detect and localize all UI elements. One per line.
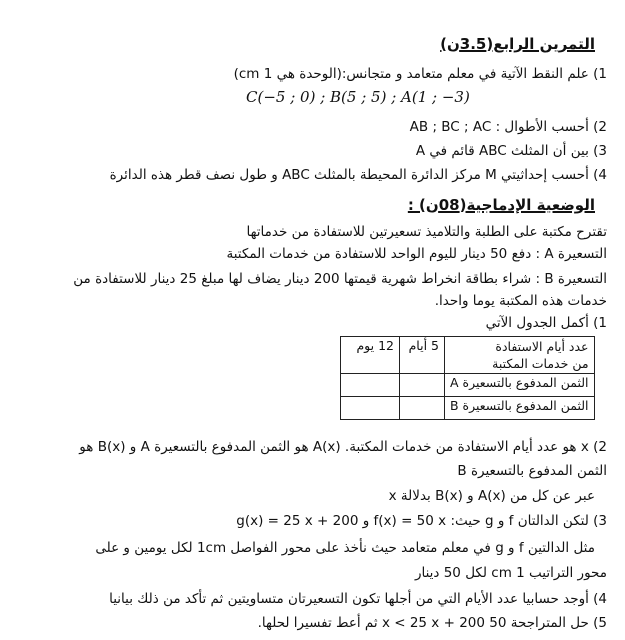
situation-question-3-line3: محور التراتيب 1 cm لكل 50 دينار [414, 565, 607, 581]
tarif-b-text-line1: التسعيرة B : شراء بطاقة انخراط شهرية قيمتها 200 دينار يضاف لها مبلغ 25 دينار للاستفادة من [73, 271, 607, 287]
cell-b-12[interactable] [341, 397, 400, 420]
table-header-5-days: 5 أيام [400, 337, 445, 374]
situation-question-4: 4) أوجد حسابيا عدد الأيام التي من أجلها تكون التسعيرتان متساويتين ثم تأكد من ذلك بيانيا [109, 591, 607, 607]
row-label-tarif-a: الثمن المدفوع بالتسعيرة A [445, 374, 595, 397]
points-coordinates: C(−5 ; 0) ; B(5 ; 5) ; A(1 ; −3) [246, 88, 470, 106]
ex4-question-3: 3) بين أن المثلث ABC قائم في A [415, 143, 607, 159]
table-row [341, 397, 595, 420]
cell-a-12[interactable] [341, 374, 400, 397]
table-header-days [445, 337, 595, 374]
cell-b-5[interactable] [400, 397, 445, 420]
cell-a-5[interactable] [400, 374, 445, 397]
ex4-question-2: 2) أحسب الأطوال : AB ; BC ; AC [409, 119, 607, 135]
situation-question-2-line1: 2) x هو عدد أيام الاستفادة من خدمات المكتبة. A(x) هو الثمن المدفوع بالتسعيرة A و B(x) هو [79, 439, 607, 455]
ex4-question-4: 4) أحسب إحداثيتي M مركز الدائرة المحيطة بالمثلث ABC و طول نصف قطر هذه الدائرة [109, 167, 607, 183]
situation-question-1: 1) أكمل الجدول الآتي [485, 315, 607, 331]
situation-question-3-line1: 3) لتكن الدالتان f و g حيث: f(x) = 50 x و g(x) = 25 x + 200 [236, 513, 607, 529]
ex4-question-1: 1) علم النقط الآتية في معلم متعامد و متجانس:(الوحدة هي 1 cm) [233, 66, 607, 82]
situation-title: الوضعية الإدماجية(08ن) : [407, 196, 595, 214]
situation-intro: تقترح مكتبة على الطلبة والتلاميذ تسعيرتين للاستفادة من خدماتها [246, 224, 607, 240]
table-header-line1: عدد أيام الاستفادة [495, 339, 589, 354]
table-row [341, 337, 595, 374]
situation-question-3-line2: مثل الدالتين f و g في معلم متعامد حيث نأخذ على محور الفواصل 1cm لكل يومين و على [95, 540, 595, 556]
table-header-line2: من خدمات المكتبة [492, 356, 589, 371]
situation-question-5: 5) حل المتراجحة 50 x < 25 x + 200 ثم أعط تفسيرا لحلها. [257, 615, 607, 631]
exercise-4-title: التمرين الرابع(3.5ن) [440, 35, 595, 53]
tarif-b-text-line2: خدمات هذه المكتبة يوما واحدا. [434, 293, 607, 309]
situation-question-2-line3: عبر عن كل من A(x) و B(x) بدلالة x [388, 488, 595, 504]
table-row [341, 374, 595, 397]
row-label-tarif-b: الثمن المدفوع بالتسعيرة B [445, 397, 595, 420]
situation-question-2-line2: الثمن المدفوع بالتسعيرة B [457, 463, 607, 479]
table-header-12-days: 12 يوم [341, 337, 400, 374]
tarif-a-text: التسعيرة A : دفع 50 دينار لليوم الواحد للاستفادة من خدمات المكتبة [226, 246, 607, 262]
pricing-table [340, 336, 595, 420]
